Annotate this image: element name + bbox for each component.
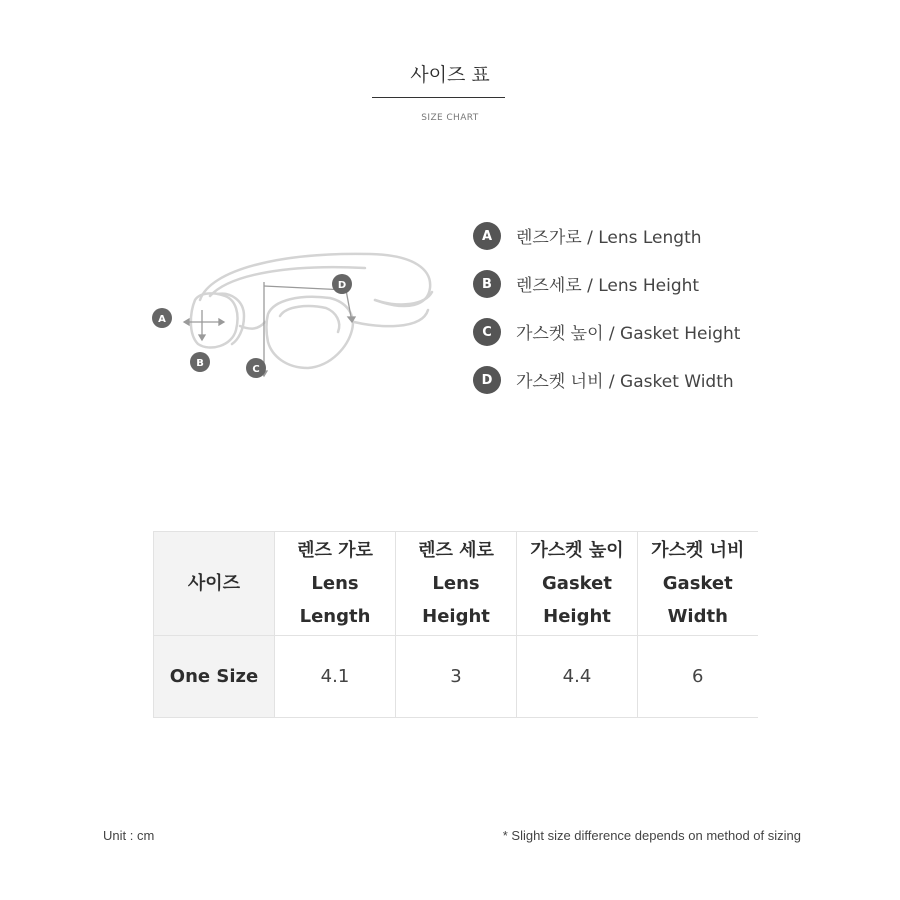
legend-badge: C — [473, 318, 501, 346]
sizing-disclaimer: * Slight size difference depends on method of sizing — [502, 828, 801, 843]
size-table — [153, 531, 758, 718]
column-header-en: Gasket — [662, 573, 733, 594]
legend-badge: A — [473, 222, 501, 250]
marker-d-label: D — [337, 280, 347, 291]
cell-gasket-width: 6 — [638, 636, 758, 718]
swim-goggles-icon — [140, 230, 460, 390]
marker-a-label: A — [158, 314, 166, 325]
column-header-en: Gasket — [542, 573, 612, 594]
column-header-gasket-height — [517, 532, 638, 636]
row-size-label: One Size — [154, 636, 275, 718]
column-header-gasket-width — [638, 532, 758, 636]
column-header-ko: 가스켓 높이 — [530, 540, 624, 561]
cell-lens-height: 3 — [396, 636, 517, 718]
marker-c-label: C — [252, 364, 260, 375]
legend-label: 렌즈가로 / Lens Length — [516, 228, 702, 248]
column-header-en: Lens — [311, 573, 359, 594]
unit-note: Unit : cm — [103, 828, 155, 843]
legend-badge: D — [473, 366, 501, 394]
column-header-en: Lens — [432, 573, 480, 594]
column-header-en: Height — [543, 606, 611, 627]
column-header-ko: 렌즈 가로 — [297, 540, 373, 561]
column-header-ko: 렌즈 세로 — [418, 540, 494, 561]
page-title: 사이즈 표 — [410, 64, 490, 86]
marker-b-label: B — [196, 358, 204, 369]
column-header-ko: 가스켓 너비 — [651, 540, 745, 561]
column-header-en: Length — [299, 606, 371, 627]
column-header-lens-height — [396, 532, 517, 636]
title-divider — [372, 97, 505, 98]
cell-lens-length: 4.1 — [275, 636, 396, 718]
legend-label: 가스켓 너비 / Gasket Width — [516, 372, 734, 392]
column-header-en: Height — [422, 606, 490, 627]
cell-gasket-height: 4.4 — [517, 636, 638, 718]
column-header-en: Width — [667, 606, 728, 627]
page-subtitle: SIZE CHART — [421, 113, 479, 123]
column-header-lens-length — [275, 532, 396, 636]
legend-label: 렌즈세로 / Lens Height — [516, 276, 700, 296]
stub-header: 사이즈 — [154, 532, 275, 636]
table-header-row — [154, 532, 758, 636]
legend-badge: B — [473, 270, 501, 298]
table-row — [154, 636, 758, 718]
legend-label: 가스켓 높이 / Gasket Height — [516, 324, 741, 344]
